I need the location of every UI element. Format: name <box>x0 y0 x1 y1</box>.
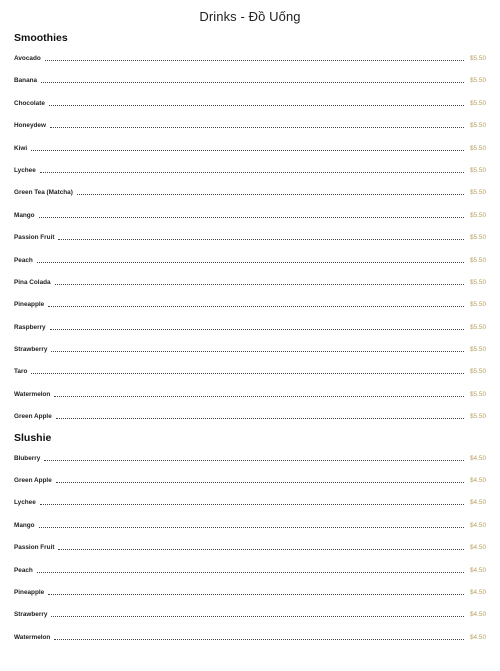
menu-item <box>14 585 486 597</box>
item-name: Mango <box>14 212 35 219</box>
dot-leader <box>58 548 464 550</box>
item-name: Pineapple <box>14 301 45 308</box>
item-name: Pineapple <box>14 589 45 596</box>
item-name: Watermelon <box>14 634 51 641</box>
menu-item <box>14 51 486 63</box>
item-price: $4.50 <box>470 589 486 596</box>
item-price: $5.50 <box>470 391 486 398</box>
item-name: Passion Fruit <box>14 234 55 241</box>
item-name: Kiwi <box>14 145 28 152</box>
item-name: Strawberry <box>14 346 48 353</box>
item-name: Bluberry <box>14 455 41 462</box>
dot-leader <box>51 350 464 352</box>
item-price: $5.50 <box>470 212 486 219</box>
dot-leader <box>50 328 464 330</box>
menu-item <box>14 230 486 242</box>
item-price: $5.50 <box>470 189 486 196</box>
item-price: $4.50 <box>470 522 486 529</box>
dot-leader <box>37 571 464 573</box>
item-price: $5.50 <box>470 279 486 286</box>
dot-leader <box>54 638 464 640</box>
item-price: $5.50 <box>470 324 486 331</box>
item-price: $5.50 <box>470 122 486 129</box>
dot-leader <box>56 481 464 483</box>
dot-leader <box>31 372 464 374</box>
item-name: Pina Colada <box>14 279 51 286</box>
menu-item <box>14 540 486 552</box>
dot-leader <box>37 261 464 263</box>
menu-item <box>14 73 486 85</box>
item-name: Raspberry <box>14 324 46 331</box>
item-name: Lychee <box>14 499 36 506</box>
dot-leader <box>40 171 464 173</box>
menu-item <box>14 409 486 421</box>
item-name: Peach <box>14 567 33 574</box>
item-price: $4.50 <box>470 567 486 574</box>
dot-leader <box>40 503 464 505</box>
menu-item <box>14 451 486 463</box>
item-name: Banana <box>14 77 38 84</box>
dot-leader <box>49 104 464 106</box>
item-name: Taro <box>14 368 28 375</box>
item-price: $5.50 <box>470 413 486 420</box>
item-price: $5.50 <box>470 346 486 353</box>
dot-leader <box>56 417 464 419</box>
item-price: $5.50 <box>470 368 486 375</box>
dot-leader <box>39 216 464 218</box>
item-price: $5.50 <box>470 100 486 107</box>
menu-item <box>14 275 486 287</box>
item-name: Green Apple <box>14 477 52 484</box>
item-price: $5.50 <box>470 145 486 152</box>
dot-leader <box>50 126 464 128</box>
dot-leader <box>45 59 464 61</box>
item-name: Avocado <box>14 55 41 62</box>
item-name: Peach <box>14 257 33 264</box>
menu-item <box>14 495 486 507</box>
dot-leader <box>77 193 464 195</box>
dot-leader <box>31 149 464 151</box>
menu-item <box>14 630 486 642</box>
item-name: Honeydew <box>14 122 46 129</box>
dot-leader <box>58 238 464 240</box>
item-name: Lychee <box>14 167 36 174</box>
dot-leader <box>51 615 464 617</box>
menu-item <box>14 163 486 175</box>
dot-leader <box>48 305 464 307</box>
item-price: $5.50 <box>470 257 486 264</box>
item-price: $4.50 <box>470 544 486 551</box>
dot-leader <box>48 593 464 595</box>
item-price: $4.50 <box>470 611 486 618</box>
item-price: $5.50 <box>470 301 486 308</box>
item-name: Passion Fruit <box>14 544 55 551</box>
menu-item <box>14 342 486 354</box>
menu-item <box>14 208 486 220</box>
dot-leader <box>41 81 464 83</box>
menu-item <box>14 253 486 265</box>
item-name: Strawberry <box>14 611 48 618</box>
item-price: $4.50 <box>470 455 486 462</box>
menu-item <box>14 607 486 619</box>
item-price: $5.50 <box>470 167 486 174</box>
dot-leader <box>39 526 464 528</box>
menu-item <box>14 96 486 108</box>
item-price: $5.50 <box>470 234 486 241</box>
dot-leader <box>55 283 464 285</box>
menu-item <box>14 364 486 376</box>
menu-item <box>14 297 486 309</box>
item-name: Chocolate <box>14 100 45 107</box>
item-name: Green Apple <box>14 413 52 420</box>
dot-leader <box>44 459 464 461</box>
item-price: $4.50 <box>470 499 486 506</box>
item-name: Watermelon <box>14 391 51 398</box>
menu-item <box>14 387 486 399</box>
menu-item <box>14 118 486 130</box>
page-title: Drinks - Đồ Uống <box>199 9 301 24</box>
section-heading-slushie: Slushie <box>14 432 52 444</box>
item-price: $4.50 <box>470 477 486 484</box>
menu-item <box>14 473 486 485</box>
item-price: $5.50 <box>470 55 486 62</box>
menu-item <box>14 185 486 197</box>
section-heading-smoothies: Smoothies <box>14 32 68 44</box>
menu-item <box>14 320 486 332</box>
item-price: $4.50 <box>470 634 486 641</box>
item-price: $5.50 <box>470 77 486 84</box>
item-name: Mango <box>14 522 35 529</box>
dot-leader <box>54 395 464 397</box>
item-name: Green Tea (Matcha) <box>14 189 73 196</box>
menu-item <box>14 518 486 530</box>
menu-item <box>14 563 486 575</box>
menu-item <box>14 141 486 153</box>
